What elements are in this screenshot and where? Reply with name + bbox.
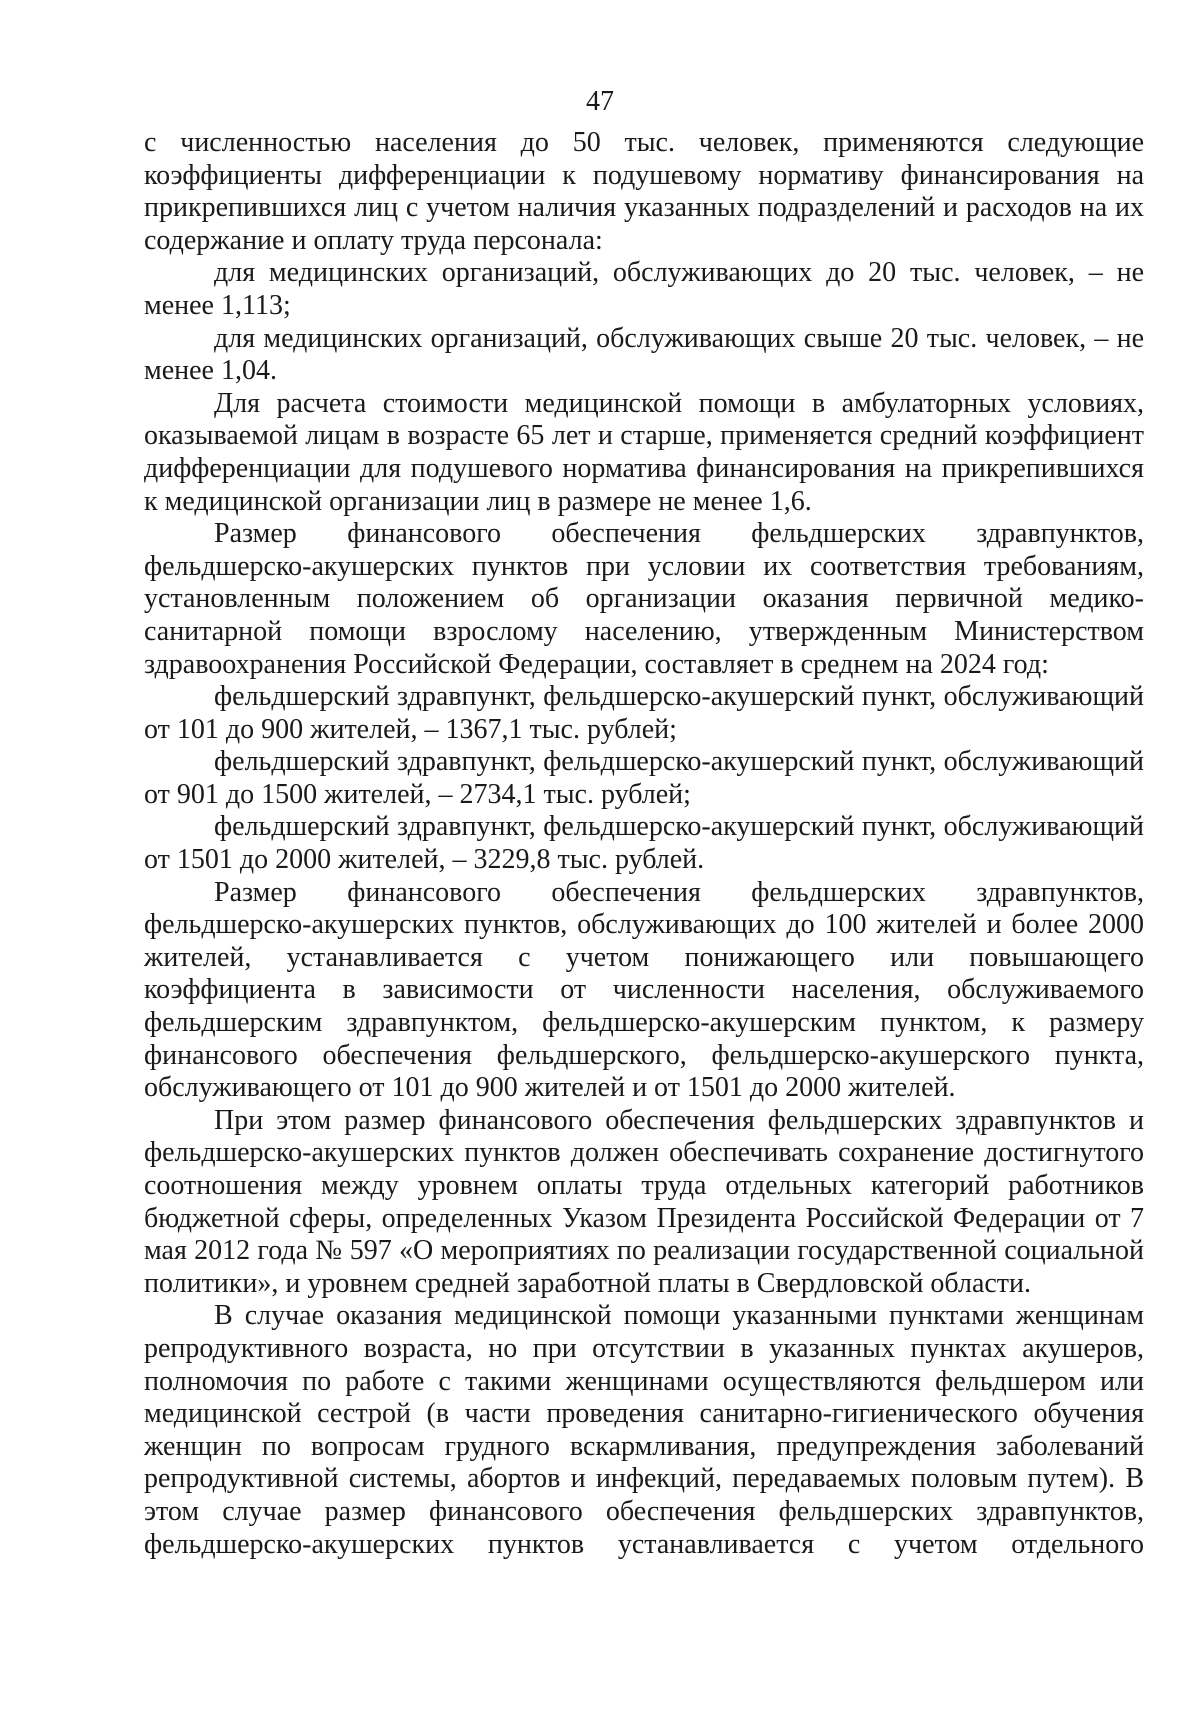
paragraph-fap-901-1500: фельдшерский здравпункт, фельдшерско-акушерский пункт, обслуживающий от 901 до 1500 жителей, – 2734,1 тыс. рублей; — [144, 746, 1144, 810]
paragraph-continuation: с численностью населения до 50 тыс. человек, применяются следующие коэффициенты дифференциации к подушевому нормативу финансирования на прикрепившихся лиц с учетом наличия указанных подразделений и расходов на их содержание и оплату труда персонала: — [144, 127, 1144, 256]
paragraph-coefficient-over-20k: для медицинских организаций, обслуживающих свыше 20 тыс. человек, – не менее 1,04. — [144, 322, 1144, 387]
paragraph-fap-1501-2000: фельдшерский здравпункт, фельдшерско-акушерский пункт, обслуживающий от 1501 до 2000 жителей, – 3229,8 тыс. рублей. — [144, 811, 1144, 876]
paragraph-fap-adjustment: Размер финансового обеспечения фельдшерских здравпунктов, фельдшерско-акушерских пунктов, обслуживающих до 100 жителей и более 2000 жителей, устанавливается с учетом понижающего или повышающего коэффициента в зависимости от численности населения, обслуживаемого фельдшерским здравпунктом, фельдшерско-акушерским пунктом, к размеру финансового обеспечения фельдшерского, фельдшерско-акушерского пункта, обслуживающего от 101 до 900 жителей и от 1501 до 2000 жителей. — [144, 876, 1144, 1104]
paragraph-reproductive-care: В случае оказания медицинской помощи указанными пунктами женщинам репродуктивного возраста, но при отсутствии в указанных пунктах акушеров, полномочия по работе с такими женщинами осуществляются фельдшером или медицинской сестрой (в части проведения санитарно-гигиенического обучения женщин по вопросам грудного вскармливания, предупреждения заболеваний репродуктивной системы, абортов и инфекций, передаваемых половым путем). В этом случае размер финансового обеспечения фельдшерских здравпунктов, фельдшерско-акушерских пунктов устанавливается с учетом отдельного — [144, 1300, 1144, 1560]
paragraph-fap-101-900: фельдшерский здравпункт, фельдшерско-акушерский пункт, обслуживающий от 101 до 900 жителей, – 1367,1 тыс. рублей; — [144, 681, 1144, 745]
paragraph-elderly-coefficient: Для расчета стоимости медицинской помощи в амбулаторных условиях, оказываемой лицам в возрасте 65 лет и старше, применяется средний коэффициент дифференциации для подушевого норматива финансирования на прикрепившихся к медицинской организации лиц в размере не менее 1,6. — [144, 387, 1144, 517]
paragraph-coefficient-up-to-20k: для медицинских организаций, обслуживающих до 20 тыс. человек, – не менее 1,113; — [144, 257, 1144, 321]
page-number: 47 — [586, 86, 614, 117]
paragraph-fap-funding: Размер финансового обеспечения фельдшерских здравпунктов, фельдшерско-акушерских пунктов при условии их соответствия требованиям, установленным положением об организации оказания первичной медико-санитарной помощи взрослому населению, утвержденным Министерством здравоохранения Российской Федерации, составляет в среднем на 2024 год: — [144, 518, 1144, 680]
paragraph-salary-ratio: При этом размер финансового обеспечения фельдшерских здравпунктов и фельдшерско-акушерских пунктов должен обеспечивать сохранение достигнутого соотношения между уровнем оплаты труда отдельных категорий работников бюджетной сферы, определенных Указом Президента Российской Федерации от 7 мая 2012 года № 597 «О мероприятиях по реализации государственной социальной политики», и уровнем средней заработной платы в Свердловской области. — [144, 1104, 1144, 1299]
document-body — [144, 127, 1144, 1561]
